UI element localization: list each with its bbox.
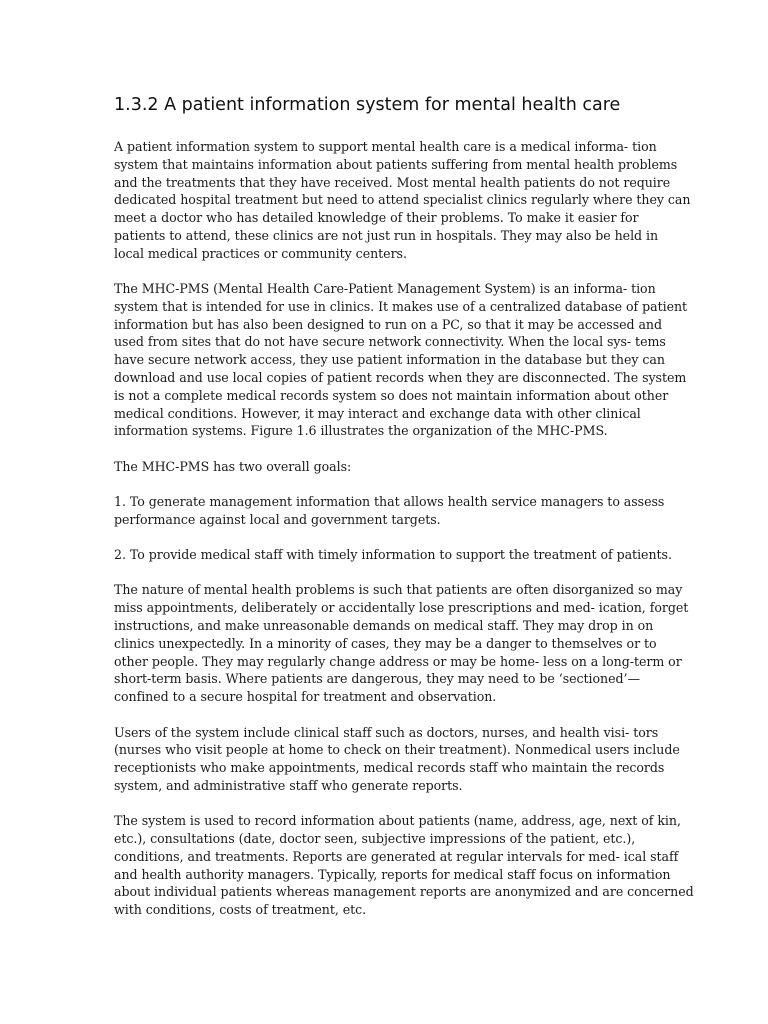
paragraph-line: instructions, and make unreasonable demands on medical staff. They may drop in on: [114, 618, 654, 634]
paragraph-line: medical conditions. However, it may interact and exchange data with other clinical: [114, 405, 641, 421]
paragraph-line: A patient information system to support mental health care is a medical informa- tion: [114, 139, 657, 154]
paragraph-line: download and use local copies of patient records when they are disconnected. The system: [114, 370, 687, 386]
paragraph-line: miss appointments, deliberately or accidentally lose prescriptions and med- ication, forget: [114, 600, 689, 616]
paragraph-line: and the treatments that they have received. Most mental health patients do not require: [114, 174, 671, 190]
paragraph-line: The MHC-PMS (Mental Health Care-Patient Management System) is an informa- tion: [114, 281, 656, 297]
paragraph-line: used from sites that do not have secure network connectivity. When the local sys- tems: [114, 334, 666, 350]
paragraph-line: is not a complete medical records system so does not maintain information about other: [114, 387, 669, 403]
paragraph-line: (nurses who visit people at home to check on their treatment). Nonmedical users include: [114, 742, 680, 758]
paragraph-line: have secure network access, they use patient information in the database but they can: [114, 352, 665, 368]
body-paragraph: [114, 138, 691, 263]
paragraph-line: information but has also been designed to run on a PC, so that it may be accessed and: [114, 316, 663, 332]
paragraph-line: other people. They may regularly change address or may be home- less on a long-term or: [114, 653, 682, 669]
body-paragraph: [114, 546, 672, 564]
paragraph-line: meet a doctor who has detailed knowledge of their problems. To make it easier for: [114, 210, 639, 226]
paragraph-line: The nature of mental health problems is such that patients are often disorganized so may: [114, 582, 683, 598]
body-paragraph: [114, 581, 689, 706]
body-paragraph: [114, 458, 662, 476]
paragraph-line: receptionists who make appointments, medical records staff who maintain the records: [114, 760, 665, 776]
paragraph-line: with conditions, costs of treatment, etc.: [114, 902, 367, 918]
paragraph-line: etc.), consultations (date, doctor seen, subjective impressions of the patient, etc.),: [114, 831, 636, 846]
paragraph-line: 2. To provide medical staff with timely information to support the treatment of patients.: [114, 547, 672, 563]
paragraph-line: system that maintains information about patients suffering from mental health problems: [114, 156, 678, 172]
section-heading: 1.3.2 A patient information system for mental health care: [114, 95, 621, 115]
body-paragraph: [114, 724, 680, 795]
paragraph-line: clinics unexpectedly. In a minority of cases, they may be a danger to themselves or to: [114, 635, 657, 651]
paragraph-line: about individual patients whereas management reports are anonymized and are concerned: [114, 884, 694, 900]
paragraph-line: system that is intended for use in clinics. It makes use of a centralized database of patient: [114, 298, 688, 314]
paragraph-line: The system is used to record information about patients (name, address, age, next of kin,: [114, 813, 681, 829]
paragraph-line: system, and administrative staff who generate reports.: [114, 777, 463, 793]
paragraph-list: [114, 138, 694, 919]
paragraph-line: patients to attend, these clinics are not just run in hospitals. They may also be held in: [114, 227, 659, 243]
paragraph-line: conditions, and treatments. Reports are generated at regular intervals for med- ical staff: [114, 848, 679, 864]
paragraph-line: 1. To generate management information that allows health service managers to assess: [114, 494, 665, 510]
paragraph-line: dedicated hospital treatment but need to attend specialist clinics regularly where they can: [114, 192, 691, 208]
paragraph-line: Users of the system include clinical staff such as doctors, nurses, and health visi- tors: [114, 724, 659, 740]
document-body: [114, 94, 694, 936]
body-paragraph: [114, 812, 694, 919]
paragraph-line: short-term basis. Where patients are dangerous, they may need to be ‘sectioned’—: [114, 671, 641, 687]
body-paragraph: [114, 493, 665, 529]
paragraph-line: confined to a secure hospital for treatment and observation.: [114, 689, 497, 705]
body-paragraph: [114, 280, 688, 440]
paragraph-line: performance against local and government targets.: [114, 511, 441, 527]
paragraph-line: and health authority managers. Typically, reports for medical staff focus on information: [114, 866, 671, 882]
paragraph-line: local medical practices or community centers.: [114, 245, 407, 261]
paragraph-line: information systems. Figure 1.6 illustrates the organization of the MHC-PMS.: [114, 423, 608, 439]
paragraph-line: The MHC-PMS has two overall goals:: [114, 458, 352, 474]
